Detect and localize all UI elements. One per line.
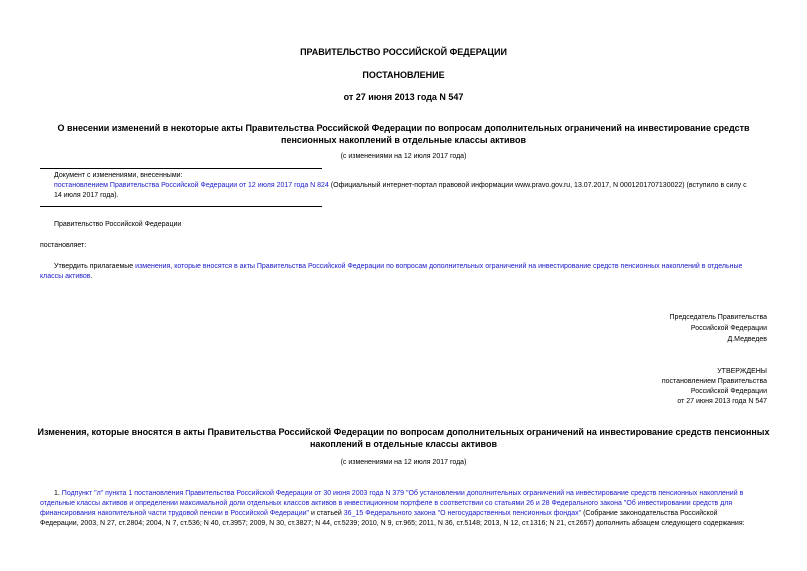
government-name: Правительство Российской Федерации (54, 221, 182, 228)
changes-link-cont[interactable]: классы активов (40, 273, 91, 280)
document-title-line2: пенсионных накоплений в отдельные классы активов (281, 135, 526, 145)
resolution-379-link-end[interactable]: финансирования накопительной части трудовой пенсии в Российской Федерации" (40, 510, 309, 517)
changes-intro: Документ с изменениями, внесенными: (54, 172, 183, 179)
signature-title: Председатель Правительства (669, 314, 767, 321)
npf-law-link[interactable]: 36_15 Федерального закона "О негосударственных пенсионных фондах" (343, 510, 582, 517)
changes-effective: 14 июля 2017 года). (54, 192, 119, 199)
section-title-line2: накоплений в отдельные классы активов (310, 439, 497, 449)
item1-tail1: (Собрание законодательства Российской (581, 510, 718, 517)
resolution-379-link-cont[interactable]: отдельные классы активов и определении максимальной доли отдельных классов активов в инвестиционном портфеле в соответствии со статьями 26 и 28 Федерального закона "Об инвестировании средств для (40, 500, 733, 507)
approved-date: от 27 июня 2013 года N 547 (677, 398, 767, 405)
document-title-line1: О внесении изменений в некоторые акты Правительства Российской Федерации по вопросам дополнительных ограничений на инвестирование средств (57, 123, 750, 133)
approved-by: постановлением Правительства (661, 378, 767, 385)
document-type: ПОСТАНОВЛЕНИЕ (362, 70, 445, 80)
government-heading: ПРАВИТЕЛЬСТВО РОССИЙСКОЙ ФЕДЕРАЦИИ (300, 47, 507, 57)
approve-end: . (90, 273, 93, 280)
approved-stamp: УТВЕРЖДЕНЫ (717, 368, 767, 375)
resolution-379-link[interactable]: Подпункт "л" пункта 1 постановления Правительства Российской Федерации от 30 июня 2003 года N 379 "Об установлении дополнительных ограничений на инвестирование средств пенсионных накоплений в (61, 490, 744, 497)
changes-line (54, 181, 774, 191)
item1-line4: Федерации, 2003, N 27, ст.2804; 2004, N 7, ст.536; N 40, ст.3957; 2009, N 30, ст.3827; N 44, ст.5239; 2010, N 9, ст.965; 2011, N 36, ст.5148; 2013, N 12, ст.1316; N 21, ст.2657) дополнить абзацем следующего содержания: (40, 520, 745, 527)
item1-line1 (54, 489, 768, 499)
changes-bottom-divider (40, 206, 322, 207)
section-title-line1: Изменения, которые вносятся в акты Правительства Российской Федерации по вопросам дополнительных ограничений на инвестирование средств пенсионных (37, 427, 770, 437)
changes-source: (Официальный интернет-портал правовой информации www.pravo.gov.ru, 13.07.2017, N 0001201707130022) (вступило в силу с (328, 182, 747, 189)
signature-name: Д.Медведев (727, 336, 767, 343)
amending-resolution-link[interactable]: постановлением Правительства Российской Федерации от 12 июля 2017 года N 824 (54, 182, 329, 189)
section-revision: (с изменениями на 12 июля 2017 года) (340, 459, 467, 466)
item1-line3 (40, 509, 768, 519)
item1-line2 (40, 499, 768, 509)
item1-number: 1. (54, 490, 62, 497)
signature-org: Российской Федерации (690, 325, 767, 332)
changes-link[interactable]: изменения, которые вносятся в акты Правительства Российской Федерации по вопросам дополнительных ограничений на инвестирование средств пенсионных накоплений в отдельные (135, 263, 743, 270)
approve-lead: Утвердить прилагаемые (54, 263, 136, 270)
revision-note: (с изменениями на 12 июля 2017 года) (340, 153, 467, 160)
document-date-number: от 27 июня 2013 года N 547 (343, 92, 464, 102)
approve-line1 (54, 262, 742, 272)
item1-mid: и статьей (309, 510, 344, 517)
decides-label: постановляет: (40, 242, 87, 249)
approve-line2 (40, 272, 92, 282)
changes-top-divider (40, 168, 322, 169)
approved-org: Российской Федерации (690, 388, 767, 395)
